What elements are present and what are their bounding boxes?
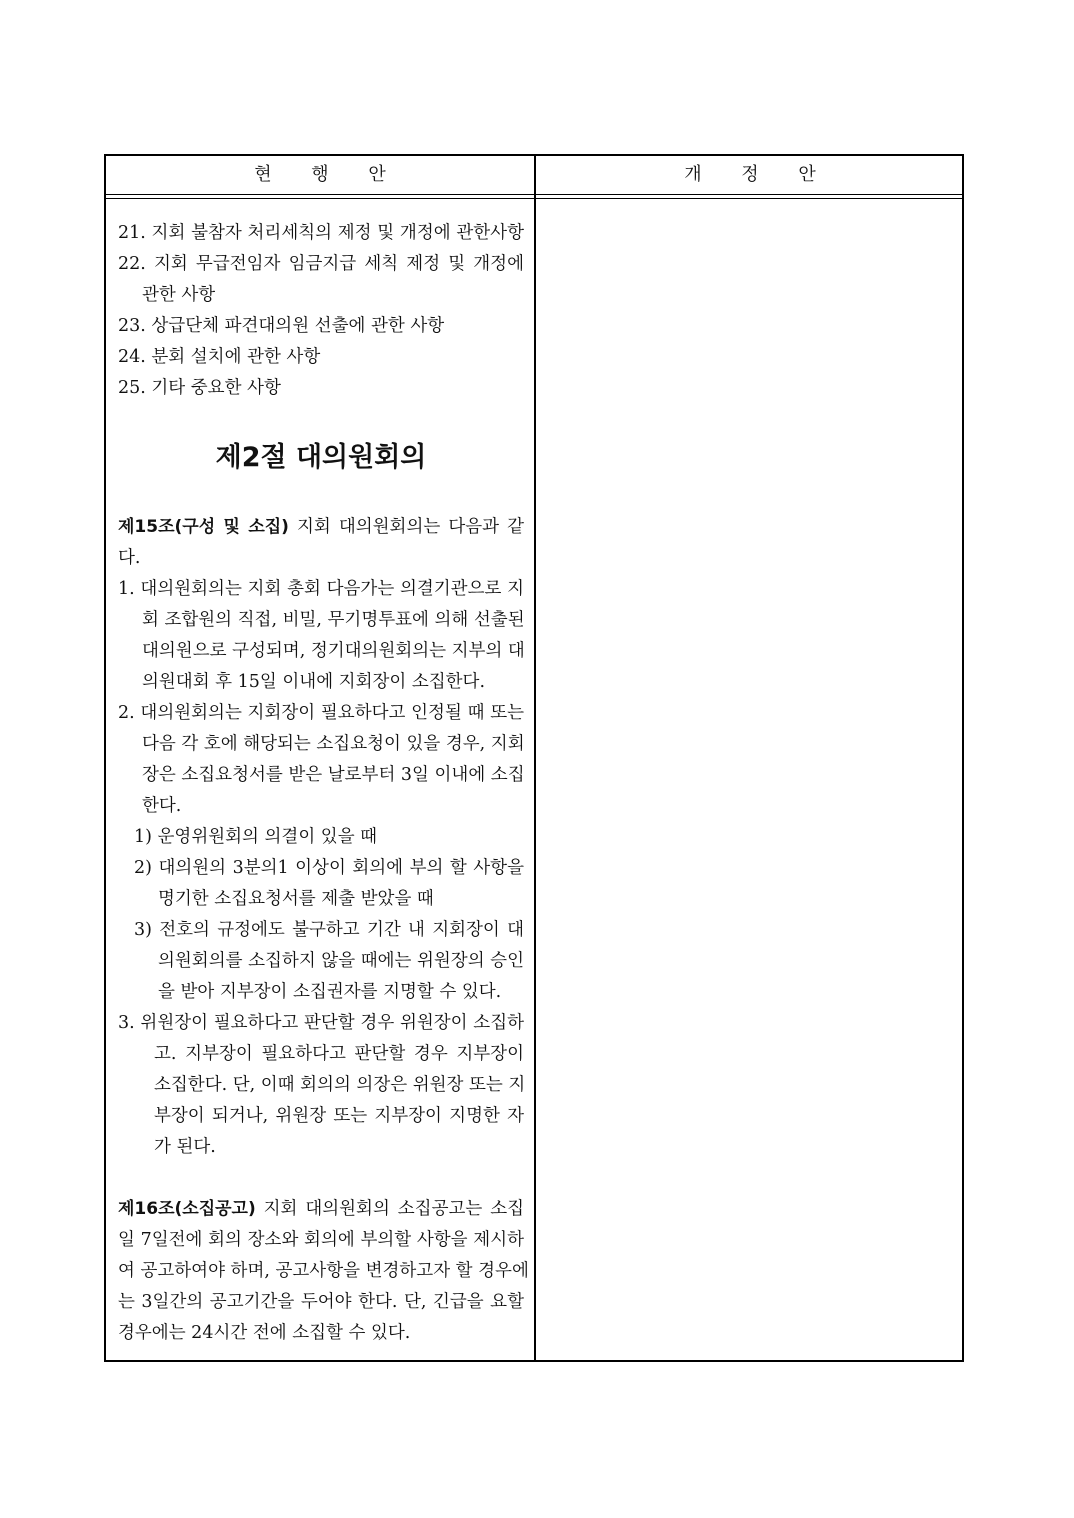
- clause-2-line: 다음 각 호에 해당되는 소집요청이 있을 경우, 지회: [142, 734, 525, 754]
- clause-1-line: 대의원으로 구성되며, 정기대의원회의는 지부의 대: [142, 641, 525, 661]
- article-16-heading: 제16조(소집공고): [118, 1199, 256, 1219]
- table-header-row: [106, 156, 962, 195]
- clause-1-line: 의원대회 후 15일 이내에 지회장이 소집한다.: [142, 672, 486, 692]
- item-24: 24. 분회 설치에 관한 사항: [118, 347, 321, 367]
- article-16-line: 일 7일전에 회의 장소와 회의에 부의할 사항을 제시하: [118, 1230, 524, 1250]
- article-15-intro-cont: 다.: [118, 548, 141, 568]
- clause-2-line: 2. 대의원회의는 지회장이 필요하다고 인정될 때 또는: [118, 703, 524, 723]
- subclause-3-line: 의원회의를 소집하지 않을 때에는 위원장의 승인: [158, 951, 524, 971]
- article-15-intro: [118, 512, 524, 543]
- subclause-3-line: 3) 전호의 규정에도 불구하고 기간 내 지회장이 대: [134, 920, 524, 940]
- section-title: 제2절 대의원회의: [215, 442, 427, 473]
- item-22: 22. 지회 무급전임자 임금지급 세칙 제정 및 개정에: [118, 254, 524, 274]
- article-16-intro: [118, 1194, 524, 1225]
- clause-3-line: 가 된다.: [154, 1137, 216, 1157]
- header-current: 현 행 안: [254, 164, 386, 185]
- clause-3-line: 3. 위원장이 필요하다고 판단할 경우 위원장이 소집하: [118, 1013, 524, 1033]
- subclause-3-line: 을 받아 지부장이 소집권자를 지명할 수 있다.: [158, 982, 502, 1002]
- subclause-2-line: 2) 대의원의 3분의1 이상이 회의에 부의 할 사항을: [134, 858, 524, 878]
- article-16-line: 는 3일간의 공고기간을 두어야 한다. 단, 긴급을 요할: [118, 1292, 524, 1312]
- item-22-cont: 관한 사항: [142, 285, 216, 305]
- comparison-table: [104, 154, 964, 1362]
- article-15-intro-text: 지회 대의원회의는 다음과 같: [288, 517, 524, 537]
- article-16-intro-text: 지회 대의원회의 소집공고는 소집: [255, 1199, 524, 1219]
- article-16-line: 경우에는 24시간 전에 소집할 수 있다.: [118, 1323, 411, 1343]
- item-25: 25. 기타 중요한 사항: [118, 378, 281, 398]
- clause-3-line: 소집한다. 단, 이때 회의의 의장은 위원장 또는 지: [154, 1075, 526, 1095]
- item-23: 23. 상급단체 파견대의원 선출에 관한 사항: [118, 316, 445, 336]
- clause-2-line: 장은 소집요청서를 받은 날로부터 3일 이내에 소집: [142, 765, 525, 785]
- current-text-column: [118, 218, 529, 1349]
- subclause-1: 1) 운영위원회의 의결이 있을 때: [134, 827, 378, 847]
- item-21: 21. 지회 불참자 처리세칙의 제정 및 개정에 관한사항: [118, 223, 524, 243]
- article-16-line: 여 공고하여야 하며, 공고사항을 변경하고자 할 경우에: [118, 1261, 529, 1281]
- clause-3-line: 부장이 되거나, 위원장 또는 지부장이 지명한 자: [154, 1106, 524, 1126]
- subclause-2-line: 명기한 소집요청서를 제출 받았을 때: [158, 889, 434, 909]
- clause-3-line: 고. 지부장이 필요하다고 판단할 경우 지부장이: [154, 1044, 524, 1064]
- header-revised: 개 정 안: [684, 164, 816, 185]
- clause-1-line: 회 조합원의 직접, 비밀, 무기명투표에 의해 선출된: [142, 610, 525, 630]
- clause-1-line: 1. 대의원회의는 지회 총회 다음가는 의결기관으로 지: [118, 579, 524, 599]
- article-15-heading: 제15조(구성 및 소집): [118, 517, 289, 537]
- column-divider: [534, 156, 536, 1360]
- clause-2-line: 한다.: [142, 796, 182, 816]
